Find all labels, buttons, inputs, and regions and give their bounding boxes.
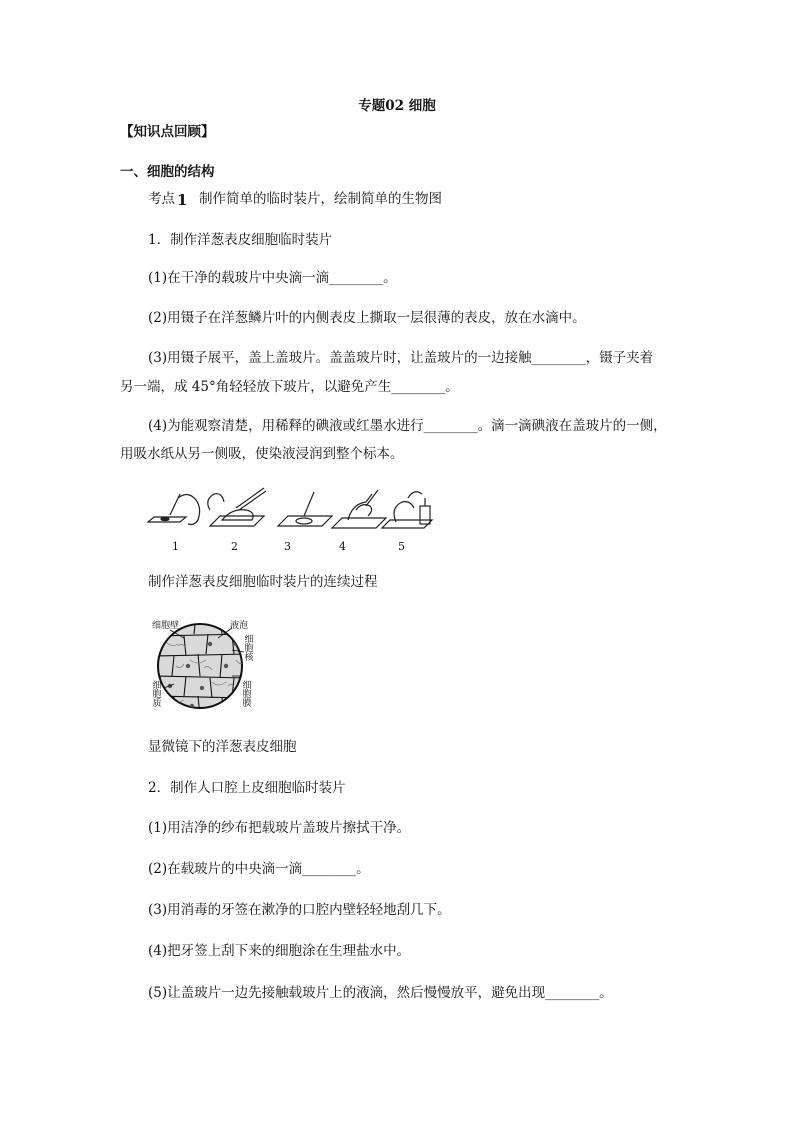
label-nucleus: 细胞核 [242,634,253,661]
label-vacuole: 液泡 [230,621,249,631]
exam-point-number: 1 [177,191,188,209]
page-title: 专题02 细胞 [358,98,436,114]
label-cell-wall: 细胞壁 [152,621,180,631]
label-cytoplasm: 细胞质 [150,680,161,707]
figure1-caption: 制作洋葱表皮细胞临时装片的连续过程 [148,574,378,590]
step-number-1: 1 [172,540,179,553]
exam-point-text: 制作简单的临时装片，绘制简单的生物图 [199,191,442,207]
step-number-2: 2 [231,540,238,553]
review-header: 【知识点回顾】 [120,124,215,140]
step-number-3: 3 [284,540,291,553]
step-number-5: 5 [398,540,405,553]
onion-step-1: (1)在干净的载玻片中央滴一滴________。 [148,270,397,286]
label-cell-membrane: 细胞膜 [240,680,251,707]
exam-point-label: 考点 [148,191,175,207]
subsection-cheek: 2．制作人口腔上皮细胞临时装片 [148,780,346,796]
figure2-caption: 显微镜下的洋葱表皮细胞 [148,739,297,755]
onion-step-4-cont: 用吸水纸从另一侧吸，使染液浸润到整个标本。 [120,446,404,462]
step-number-4: 4 [339,540,346,553]
subsection-onion: 1．制作洋葱表皮细胞临时装片 [148,232,333,248]
cheek-step-3: (3)用消毒的牙签在漱净的口腔内壁轻轻地刮几下。 [148,902,451,918]
slide-prep-steps-illustration [140,486,440,538]
cheek-step-5: (5)让盖玻片一边先接触载玻片上的液滴，然后慢慢放平，避免出现________。 [148,985,613,1001]
section-heading: 一、细胞的结构 [120,164,215,180]
onion-step-4: (4)为能观察清楚，用稀释的碘液或红墨水进行________。滴一滴碘液在盖玻片的一侧， [148,418,667,434]
onion-step-3-cont: 另一端，成 45°角轻轻放下玻片，以避免产生________。 [120,379,459,395]
cheek-step-2: (2)在载玻片的中央滴一滴________。 [148,861,370,877]
cheek-step-1: (1)用洁净的纱布把载玻片盖玻片擦拭干净。 [148,820,411,836]
onion-step-2: (2)用镊子在洋葱鳞片叶的内侧表皮上撕取一层很薄的表皮，放在水滴中。 [148,310,586,326]
onion-step-3: (3)用镊子展平，盖上盖玻片。盖盖玻片时，让盖玻片的一边接触________，镊子夹着 [148,350,654,366]
cheek-step-4: (4)把牙签上刮下来的细胞涂在生理盐水中。 [148,943,411,959]
